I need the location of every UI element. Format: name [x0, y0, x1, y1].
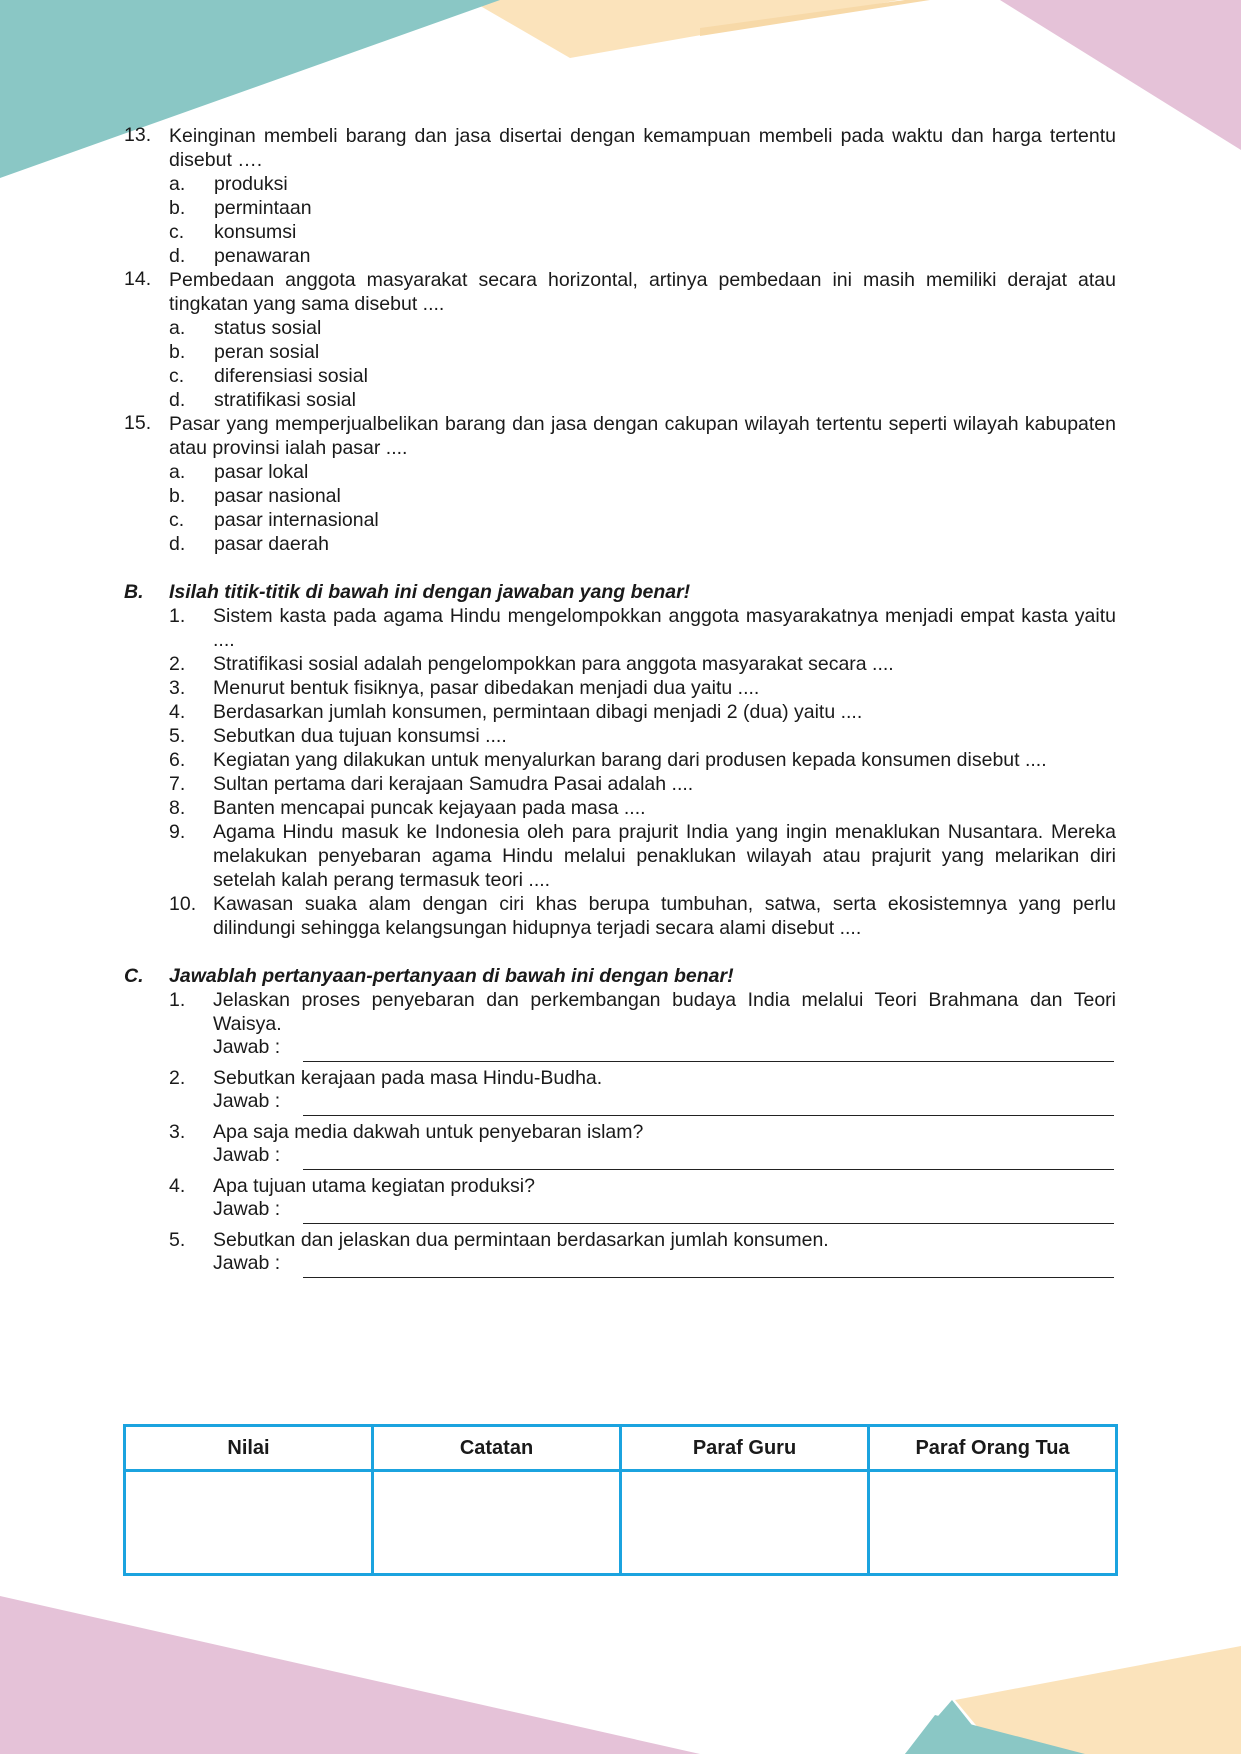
item-number: 6.	[169, 749, 186, 771]
option-b[interactable]	[169, 484, 1116, 508]
section-c-item-2	[169, 1066, 1116, 1114]
fill-in-item	[169, 772, 1116, 796]
question-14	[124, 268, 1116, 412]
option-text: permintaan	[214, 197, 312, 219]
header-nilai: Nilai	[125, 1426, 373, 1471]
question-text: Keinginan membeli barang dan jasa disertai dengan kemampuan membeli pada waktu dan harga tertentu disebut ….	[169, 125, 1116, 171]
item-number: 1.	[169, 989, 186, 1011]
section-c-item-3	[169, 1120, 1116, 1168]
option-letter: b.	[169, 341, 186, 363]
answer-row	[213, 1252, 1116, 1276]
option-c[interactable]	[169, 508, 1116, 532]
answer-label: Jawab :	[213, 1252, 281, 1274]
option-a[interactable]	[169, 460, 1116, 484]
option-letter: a.	[169, 461, 186, 483]
question-15	[124, 412, 1116, 556]
option-text: pasar lokal	[214, 461, 309, 483]
option-d[interactable]	[169, 244, 1116, 268]
item-number: 2.	[169, 653, 186, 675]
answer-row	[213, 1198, 1116, 1222]
question-text: Pembedaan anggota masyarakat secara horizontal, artinya pembedaan ini masih memiliki derajat atau tingkatan yang sama disebut ....	[169, 269, 1116, 315]
option-text: pasar nasional	[214, 485, 341, 507]
essay-item	[169, 988, 1116, 1036]
cell-nilai[interactable]	[125, 1471, 373, 1575]
answer-line[interactable]	[303, 1277, 1114, 1278]
item-text: Apa saja media dakwah untuk penyebaran islam?	[213, 1121, 644, 1143]
option-letter: b.	[169, 485, 186, 507]
item-text: Sebutkan dan jelaskan dua permintaan berdasarkan jumlah konsumen.	[213, 1229, 829, 1251]
fill-in-item	[169, 676, 1116, 700]
option-text: konsumsi	[214, 221, 297, 243]
header-paraf-orang-tua: Paraf Orang Tua	[869, 1426, 1117, 1471]
item-text: Apa tujuan utama kegiatan produksi?	[213, 1175, 535, 1197]
section-b-items	[169, 604, 1116, 940]
fill-in-item	[169, 604, 1116, 652]
answer-label: Jawab :	[213, 1036, 281, 1058]
signature-table	[123, 1424, 1118, 1576]
fill-in-item	[169, 748, 1116, 772]
fill-in-item	[169, 700, 1116, 724]
item-number: 7.	[169, 773, 186, 795]
item-text: Banten mencapai puncak kejayaan pada masa ....	[213, 797, 646, 819]
item-text: Sistem kasta pada agama Hindu mengelompokkan anggota masyarakatnya menjadi empat kasta yaitu ....	[213, 605, 1116, 651]
item-text: Sebutkan kerajaan pada masa Hindu-Budha.	[213, 1067, 603, 1089]
answer-row	[213, 1090, 1116, 1114]
option-b[interactable]	[169, 340, 1116, 364]
item-number: 5.	[169, 725, 186, 747]
cell-paraf-orang-tua[interactable]	[869, 1471, 1117, 1575]
option-letter: a.	[169, 317, 186, 339]
option-letter: b.	[169, 197, 186, 219]
item-text: Kawasan suaka alam dengan ciri khas berupa tumbuhan, satwa, serta ekosistemnya yang perlu dilindungi sehingga kelangsungan hidupnya terjadi secara alami disebut ....	[213, 893, 1116, 939]
option-letter: c.	[169, 365, 185, 387]
fill-in-item	[169, 724, 1116, 748]
item-number: 8.	[169, 797, 186, 819]
option-c[interactable]	[169, 220, 1116, 244]
question-text: Pasar yang memperjualbelikan barang dan jasa dengan cakupan wilayah tertentu seperti wilayah kabupaten atau provinsi ialah pasar ....	[169, 413, 1116, 459]
section-c-item-5	[169, 1228, 1116, 1276]
item-number: 5.	[169, 1229, 186, 1251]
option-text: pasar daerah	[214, 533, 329, 555]
header-catatan: Catatan	[373, 1426, 621, 1471]
item-number: 10.	[169, 893, 197, 915]
section-title: Jawablah pertanyaan-pertanyaan di bawah ini dengan benar!	[169, 965, 734, 987]
fill-in-item	[169, 820, 1116, 892]
item-text: Agama Hindu masuk ke Indonesia oleh para prajurit India yang ingin menaklukan Nusantara. Mereka melakukan penyebaran agama Hindu melalui penaklukan wilayah atau prajurit yang melarikan diri setelah kalah perang termasuk teori ....	[213, 821, 1116, 891]
essay-item	[169, 1066, 1116, 1090]
option-list	[169, 460, 1116, 556]
item-number: 1.	[169, 605, 186, 627]
question-13	[124, 124, 1116, 268]
answer-label: Jawab :	[213, 1144, 281, 1166]
option-text: status sosial	[214, 317, 322, 339]
question-number: 14.	[124, 268, 152, 290]
section-label: B.	[124, 581, 144, 603]
option-letter: c.	[169, 221, 185, 243]
answer-line[interactable]	[303, 1115, 1114, 1116]
item-text: Sultan pertama dari kerajaan Samudra Pasai adalah ....	[213, 773, 694, 795]
option-d[interactable]	[169, 532, 1116, 556]
essay-item	[169, 1228, 1116, 1252]
item-text: Sebutkan dua tujuan konsumsi ....	[213, 725, 507, 747]
fill-in-item	[169, 652, 1116, 676]
item-text: Stratifikasi sosial adalah pengelompokkan para anggota masyarakat secara ....	[213, 653, 894, 675]
header-paraf-guru: Paraf Guru	[621, 1426, 869, 1471]
option-text: diferensiasi sosial	[214, 365, 368, 387]
option-text: pasar internasional	[214, 509, 379, 531]
section-title: Isilah titik-titik di bawah ini dengan jawaban yang benar!	[169, 581, 691, 603]
fill-in-item	[169, 796, 1116, 820]
item-number: 3.	[169, 677, 186, 699]
option-a[interactable]	[169, 316, 1116, 340]
option-text: penawaran	[214, 245, 311, 267]
question-number: 13.	[124, 124, 152, 146]
option-letter: a.	[169, 173, 186, 195]
section-c-item-4	[169, 1174, 1116, 1222]
answer-line[interactable]	[303, 1223, 1114, 1224]
item-number: 3.	[169, 1121, 186, 1143]
answer-label: Jawab :	[213, 1198, 281, 1220]
item-text: Menurut bentuk fisiknya, pasar dibedakan menjadi dua yaitu ....	[213, 677, 760, 699]
option-letter: d.	[169, 245, 186, 267]
option-b[interactable]	[169, 196, 1116, 220]
item-text: Kegiatan yang dilakukan untuk menyalurkan barang dari produsen kepada konsumen disebut ....	[213, 749, 1047, 771]
item-text: Jelaskan proses penyebaran dan perkembangan budaya India melalui Teori Brahmana dan Teori Waisya.	[213, 989, 1116, 1035]
item-number: 4.	[169, 1175, 186, 1197]
essay-item	[169, 1174, 1116, 1198]
option-letter: c.	[169, 509, 185, 531]
answer-row	[213, 1036, 1116, 1060]
option-a[interactable]	[169, 172, 1116, 196]
fill-in-item	[169, 892, 1116, 940]
answer-label: Jawab :	[213, 1090, 281, 1112]
item-number: 2.	[169, 1067, 186, 1089]
section-c-item-1	[169, 988, 1116, 1060]
question-number: 15.	[124, 412, 152, 434]
option-text: produksi	[214, 173, 288, 195]
table-row	[125, 1471, 1117, 1575]
option-letter: d.	[169, 389, 186, 411]
answer-line[interactable]	[303, 1169, 1114, 1170]
option-c[interactable]	[169, 364, 1116, 388]
item-text: Berdasarkan jumlah konsumen, permintaan dibagi menjadi 2 (dua) yaitu ....	[213, 701, 863, 723]
answer-row	[213, 1144, 1116, 1168]
option-text: stratifikasi sosial	[214, 389, 356, 411]
cell-paraf-guru[interactable]	[621, 1471, 869, 1575]
option-list	[169, 172, 1116, 268]
item-number: 4.	[169, 701, 186, 723]
table-header-row	[125, 1426, 1117, 1471]
option-list	[169, 316, 1116, 412]
option-d[interactable]	[169, 388, 1116, 412]
answer-line[interactable]	[303, 1061, 1114, 1062]
essay-item	[169, 1120, 1116, 1144]
option-text: peran sosial	[214, 341, 320, 363]
section-label: C.	[124, 965, 144, 987]
cell-catatan[interactable]	[373, 1471, 621, 1575]
item-number: 9.	[169, 821, 186, 843]
option-letter: d.	[169, 533, 186, 555]
